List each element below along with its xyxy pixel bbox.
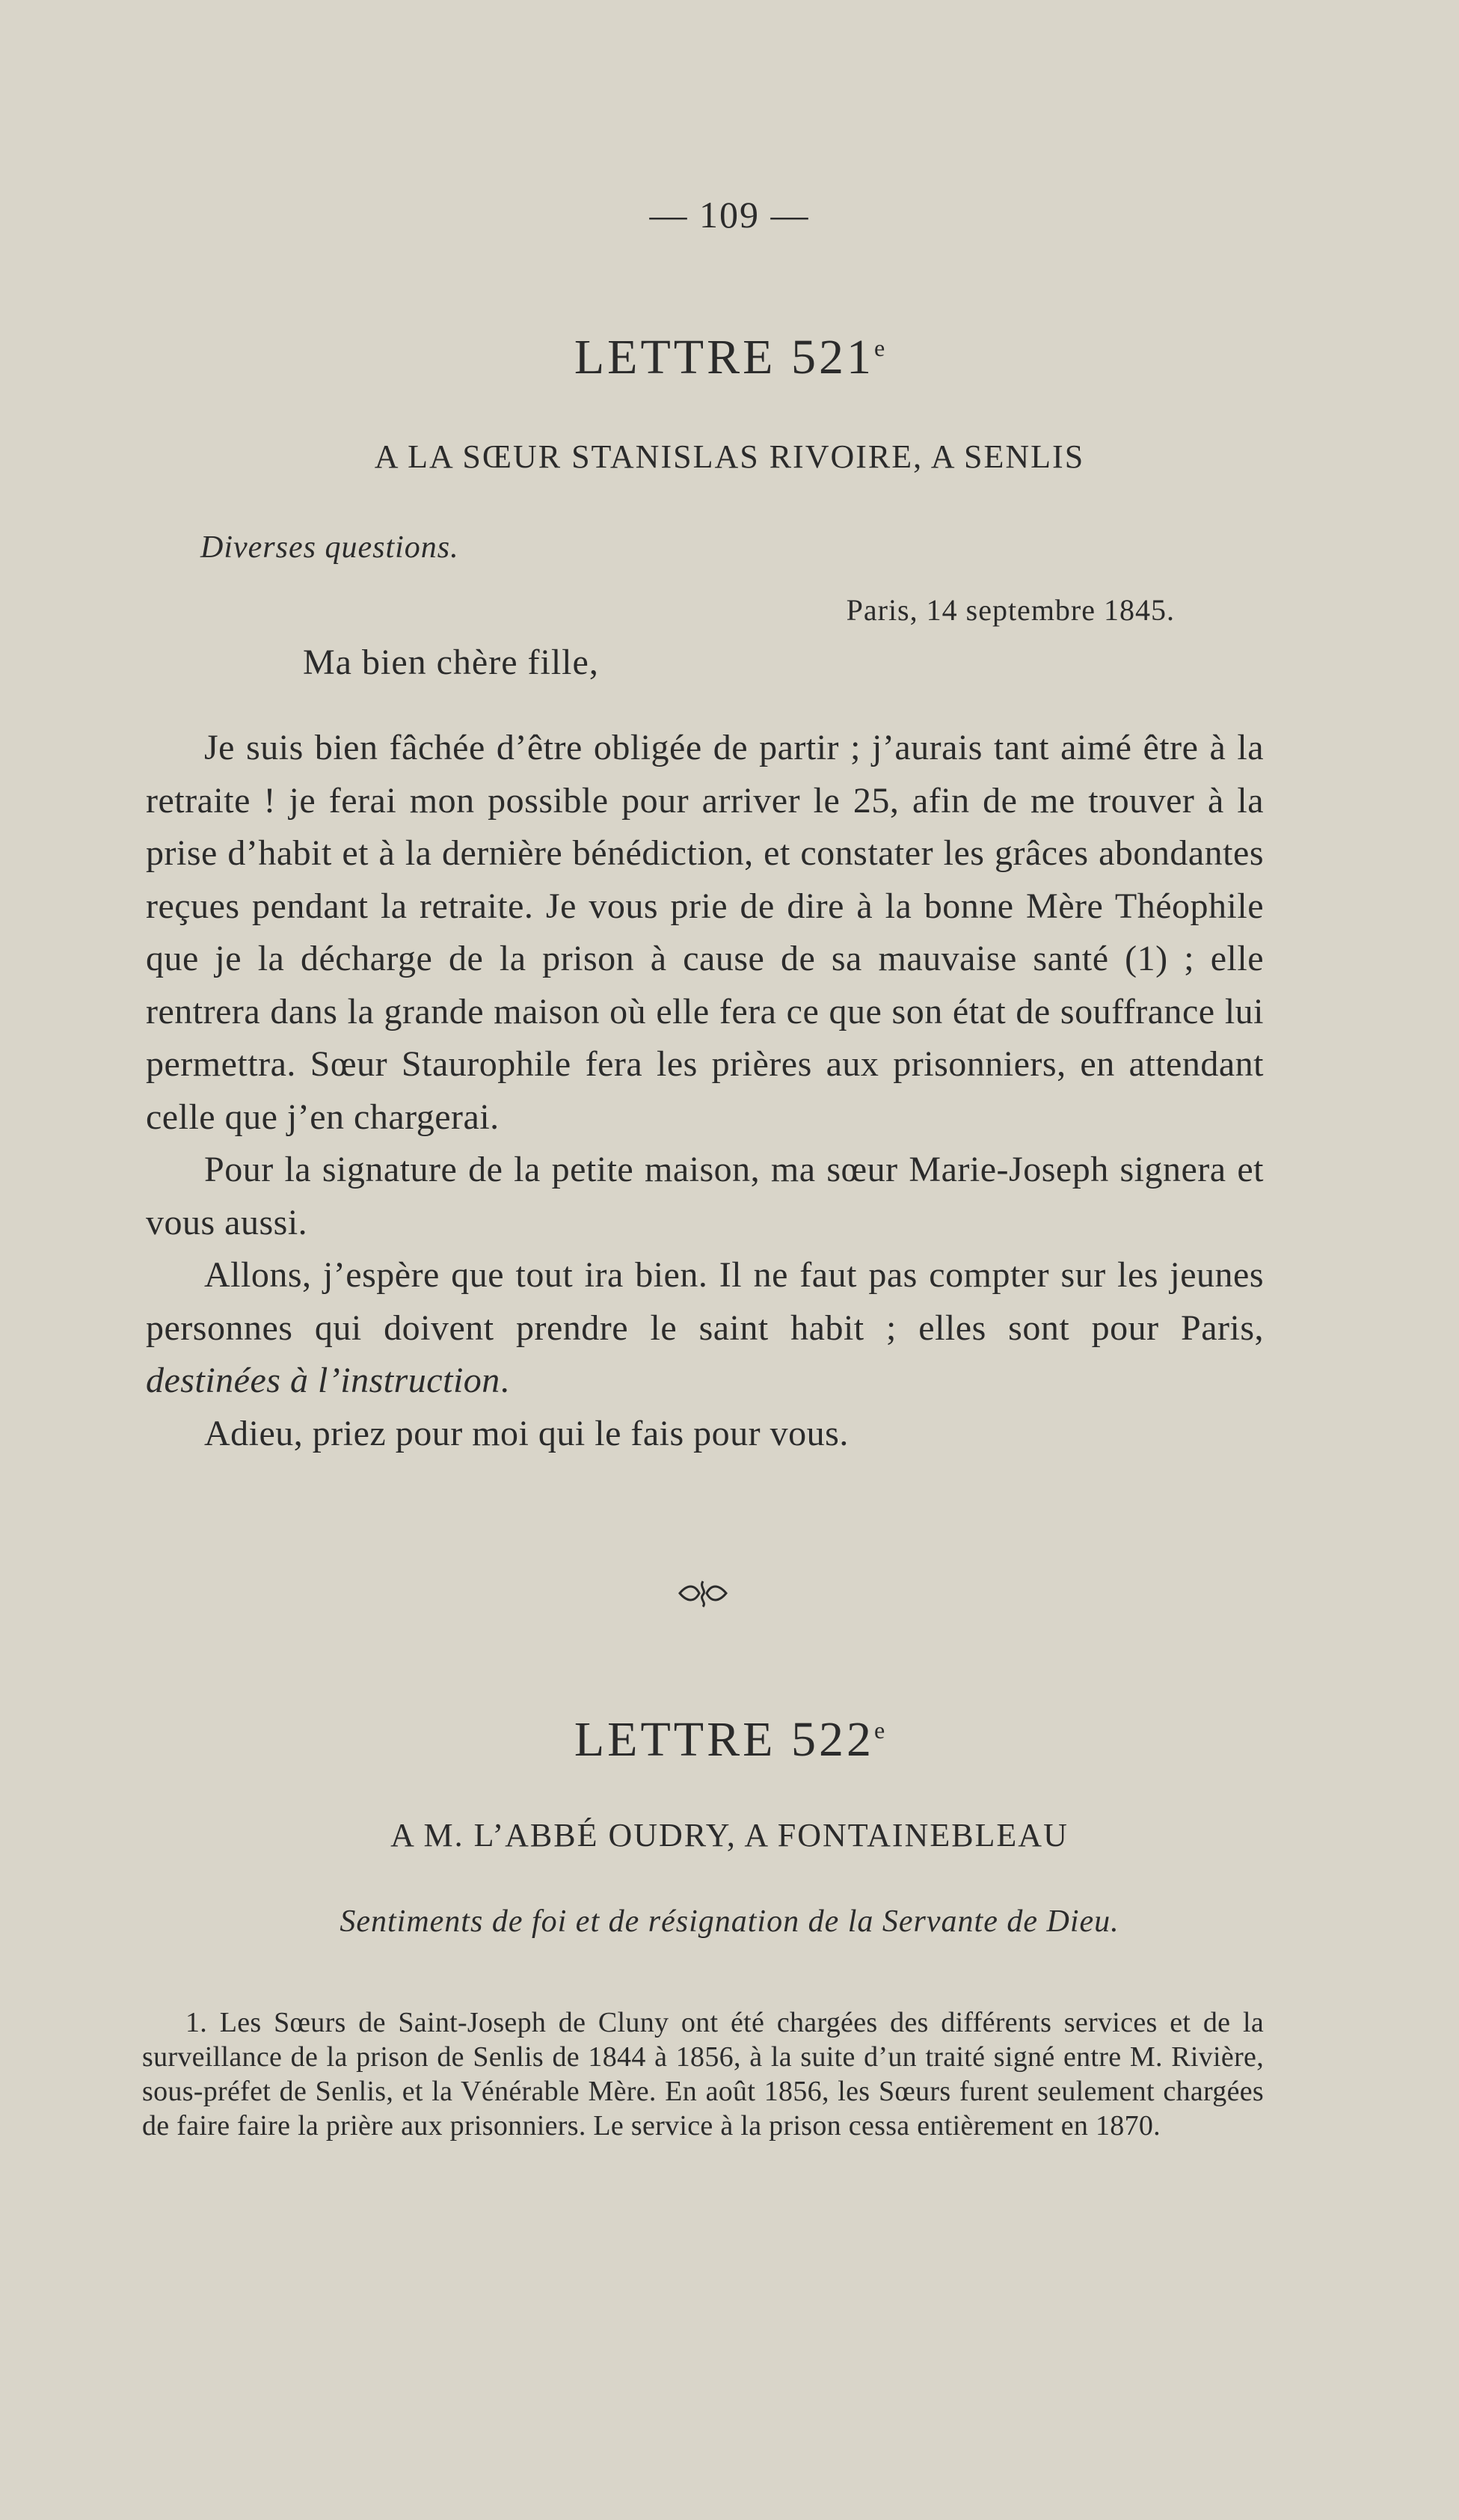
letter-521-body [146, 722, 1264, 1460]
letter-522-recipient: A M. L’ABBÉ OUDRY, A FONTAINEBLEAU [390, 1817, 1069, 1854]
letter-522-title-text: LETTRE 522 [574, 1712, 874, 1767]
letter-522-subject: Sentiments de foi et de résignation de la Servante de Dieu. [340, 1904, 1119, 1939]
letter-521-title-text: LETTRE 521 [574, 330, 874, 384]
letter-521-paragraph-1: Je suis bien fâchée d’être obligée de partir ; j’aurais tant aimé être à la retraite ! je ferai mon possible pour arriver le 25, afin de me trouver à la prise d’habit et à la dernière bénédiction, et constater les grâces abondantes reçues pendant la retraite. Je vous prie de dire à la bonne Mère Théophile que je la décharge de la prison à cause de sa mauvaise santé (1) ; elle rentrera dans la grande maison où elle fera ce que son état de souffrance lui permettra. Sœur Staurophile fera les prières aux prisonniers, en attendant celle que j’en chargerai. [146, 728, 1264, 1137]
letter-521-paragraph-3 [146, 1249, 1264, 1408]
fleuron-ornament-icon [677, 1578, 729, 1608]
letter-521-title [0, 329, 1459, 386]
letter-521-paragraph-4: Adieu, priez pour moi qui le fais pour vous. [204, 1413, 849, 1453]
letter-521-paragraph-3-end: . [500, 1361, 510, 1400]
letter-521-recipient: A LA SŒUR STANISLAS RIVOIRE, A SENLIS [374, 438, 1085, 475]
footnote [142, 2005, 1264, 2143]
letter-521-subject: Diverses questions. [200, 530, 459, 565]
letter-521-title-sup: e [873, 334, 885, 361]
page-number: — 109 — [649, 194, 810, 236]
letter-521-dateline: Paris, 14 septembre 1845. [846, 593, 1175, 627]
letter-521-paragraph-2: Pour la signature de la petite maison, ma sœur Marie-Joseph signera et vous aussi. [146, 1150, 1264, 1242]
letter-521-salutation: Ma bien chère fille, [303, 643, 599, 682]
letter-521-paragraph-3-italic: destinées à l’instruction [146, 1361, 500, 1400]
letter-522-title [0, 1711, 1459, 1768]
letter-522-title-sup: e [873, 1717, 885, 1744]
letter-521-paragraph-3-text: Allons, j’espère que tout ira bien. Il ne faut pas compter sur les jeunes personnes qui doivent prendre le saint habit ; elles sont pour Paris, [146, 1255, 1264, 1348]
footnote-text: 1. Les Sœurs de Saint-Joseph de Cluny ont été chargées des différents services et de la surveillance de la prison de Senlis de 1844 à 1856, à la suite d’un traité signé entre M. Rivière, sous-préfet de Senlis, et la Vénérable Mère. En août 1856, les Sœurs furent seulement chargées de faire faire la prière aux prisonniers. Le service à la prison cessa entièrement en 1870. [142, 2007, 1264, 2142]
